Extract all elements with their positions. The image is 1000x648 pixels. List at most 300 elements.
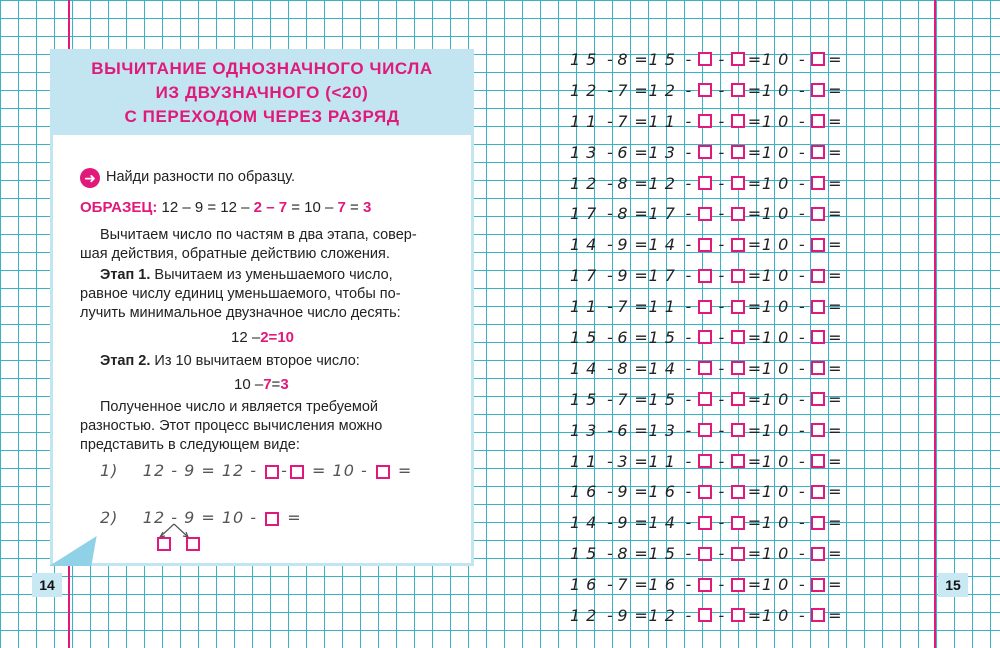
exercise-operator: -	[606, 80, 613, 100]
exercise-operator: -	[718, 173, 725, 193]
exercise-number: 14	[648, 513, 681, 533]
exercise-number: 7	[617, 80, 634, 100]
answer-box[interactable]	[698, 361, 712, 375]
exercise-number: 13	[570, 142, 603, 162]
exercise-row	[570, 137, 842, 168]
exercise-operator: -	[685, 142, 692, 162]
exercise-operator: =	[634, 266, 648, 286]
exercise-operator: -	[718, 235, 725, 255]
exercise-number: 10	[761, 49, 795, 69]
hw-2-number: 2)	[100, 508, 119, 527]
exercise-operator: =	[634, 297, 648, 317]
answer-box[interactable]	[811, 392, 825, 406]
exercise-operator: -	[685, 80, 692, 100]
exercise-operator: -	[606, 575, 613, 595]
exercise-operator: -	[798, 544, 805, 564]
paragraph-3-line-1: Полученное число и является требуемой	[100, 399, 379, 415]
answer-box[interactable]	[698, 454, 712, 468]
exercise-operator: =	[747, 420, 762, 440]
exercise-number: 15	[648, 544, 681, 564]
formula-2-part-2: 7	[263, 376, 272, 393]
exercise-number: 10	[761, 389, 795, 409]
exercise-number: 8	[617, 204, 634, 224]
exercise-number: 11	[570, 297, 603, 317]
stage-2-line-1	[100, 352, 360, 371]
exercise-number: 10	[761, 111, 795, 131]
example-part-6: 7	[337, 199, 346, 216]
exercise-number: 14	[648, 235, 681, 255]
exercise-operator: =	[634, 235, 648, 255]
exercise-number: 11	[570, 111, 603, 131]
hw-1-text: 12 - 9 = 12 -	[142, 461, 258, 480]
exercise-row	[570, 322, 842, 353]
paragraph-1-line-1: Вычитаем число по частям в два этапа, совер-	[100, 227, 417, 243]
exercise-operator: =	[634, 575, 648, 595]
answer-box[interactable]	[698, 423, 712, 437]
exercise-operator: -	[685, 297, 692, 317]
instruction-text: Найди разности по образцу.	[106, 169, 295, 185]
page-number-left: 14	[32, 573, 62, 597]
handwritten-line-2	[100, 508, 302, 527]
exercise-operator: -	[798, 80, 805, 100]
exercise-row	[570, 75, 842, 106]
exercise-operator: -	[685, 451, 692, 471]
example-part-4: 7	[278, 199, 288, 216]
exercise-operator: =	[828, 142, 842, 162]
exercise-operator: =	[747, 482, 762, 502]
exercise-number: 17	[570, 204, 603, 224]
exercise-operator: -	[685, 266, 692, 286]
exercise-operator: =	[747, 327, 762, 347]
exercise-operator: =	[747, 142, 762, 162]
exercise-number: 15	[570, 49, 603, 69]
exercise-operator: -	[798, 297, 805, 317]
stage-1-text: Вычитаем из уменьшаемого число,	[150, 267, 393, 283]
exercise-number: 13	[570, 420, 603, 440]
exercise-number: 10	[761, 297, 795, 317]
answer-box[interactable]	[731, 608, 745, 622]
exercise-operator: -	[718, 80, 725, 100]
exercise-number: 8	[617, 173, 634, 193]
answer-box[interactable]	[731, 578, 745, 592]
page-number-right: 15	[938, 573, 968, 597]
exercise-operator: =	[747, 575, 762, 595]
answer-box[interactable]	[186, 537, 200, 551]
answer-box[interactable]	[731, 454, 745, 468]
exercise-operator: -	[606, 451, 613, 471]
exercise-number: 10	[761, 358, 795, 378]
answer-box[interactable]	[731, 83, 745, 97]
exercise-number: 15	[570, 389, 603, 409]
exercise-number: 10	[761, 420, 795, 440]
answer-box[interactable]	[698, 392, 712, 406]
exercise-operator: =	[828, 420, 842, 440]
page-corner-curl	[49, 536, 96, 566]
exercise-number: 17	[570, 266, 603, 286]
exercise-operator: =	[747, 49, 762, 69]
paragraph-3-line-2: разностью. Этот процесс вычисления можно	[80, 418, 383, 434]
answer-box[interactable]	[698, 608, 712, 622]
stage-1-label: Этап 1.	[100, 267, 151, 283]
hw-2-text: 12 - 9 = 10 -	[142, 508, 258, 527]
exercise-number: 16	[570, 575, 603, 595]
exercise-operator: =	[747, 297, 762, 317]
exercise-operator: -	[798, 235, 805, 255]
exercise-operator: =	[828, 513, 842, 533]
exercise-operator: =	[828, 204, 842, 224]
exercise-row	[570, 198, 842, 229]
exercise-number: 12	[648, 80, 681, 100]
exercise-operator: -	[718, 204, 725, 224]
answer-box[interactable]	[811, 454, 825, 468]
exercise-number: 17	[648, 204, 681, 224]
exercise-operator: =	[634, 49, 648, 69]
answer-box[interactable]	[698, 176, 712, 190]
exercise-operator: -	[798, 420, 805, 440]
lesson-title	[50, 49, 474, 135]
example-line	[80, 198, 371, 217]
answer-box[interactable]	[698, 114, 712, 128]
exercise-operator: -	[606, 111, 613, 131]
answer-box[interactable]	[811, 269, 825, 283]
stage-1-line-3: лучить минимальное двузначное число десять:	[80, 305, 401, 321]
exercise-row	[570, 353, 842, 384]
exercise-operator: =	[634, 389, 648, 409]
exercise-number: 10	[761, 513, 795, 533]
exercise-operator: -	[798, 266, 805, 286]
answer-box[interactable]	[811, 485, 825, 499]
answer-box[interactable]	[731, 300, 745, 314]
answer-box[interactable]	[698, 300, 712, 314]
example-part-1: 12 – 9 = 12 –	[161, 199, 250, 216]
exercise-number: 7	[617, 575, 634, 595]
exercise-operator: -	[685, 420, 692, 440]
answer-box[interactable]	[731, 516, 745, 530]
answer-box[interactable]	[811, 207, 825, 221]
exercise-number: 10	[761, 451, 795, 471]
exercise-number: 10	[761, 544, 795, 564]
exercise-operator: =	[634, 513, 648, 533]
answer-box[interactable]	[731, 114, 745, 128]
answer-box[interactable]	[157, 537, 171, 551]
stage-1-line-1	[100, 266, 393, 285]
exercise-operator: -	[798, 605, 805, 625]
answer-box[interactable]	[811, 330, 825, 344]
answer-box[interactable]	[731, 269, 745, 283]
margin-line-right	[934, 0, 936, 648]
exercise-operator: -	[685, 358, 692, 378]
answer-box[interactable]	[698, 207, 712, 221]
answer-box[interactable]	[376, 465, 390, 479]
exercise-number: 10	[761, 605, 795, 625]
answer-box[interactable]	[811, 83, 825, 97]
exercise-number: 11	[570, 451, 603, 471]
exercise-operator: -	[606, 420, 613, 440]
exercise-operator: -	[606, 544, 613, 564]
stage-2-label: Этап 2.	[100, 353, 151, 369]
exercise-operator: =	[828, 173, 842, 193]
answer-box[interactable]	[731, 330, 745, 344]
answer-box[interactable]	[698, 52, 712, 66]
answer-box[interactable]	[731, 392, 745, 406]
exercise-operator: -	[685, 389, 692, 409]
answer-box[interactable]	[698, 516, 712, 530]
answer-box[interactable]	[698, 578, 712, 592]
example-part-5: = 10 –	[291, 199, 334, 216]
answer-box[interactable]	[731, 52, 745, 66]
exercise-row	[570, 600, 842, 631]
exercise-operator: =	[634, 111, 648, 131]
formula-2-part-3: =	[271, 376, 281, 393]
stage-2-formula	[234, 375, 289, 394]
exercise-operator: -	[606, 49, 613, 69]
exercise-operator: =	[747, 235, 762, 255]
exercise-number: 15	[570, 327, 603, 347]
exercise-operator: -	[685, 173, 692, 193]
handwritten-line-1: 1) 12 - 9 = 12 - - = 10 - =	[100, 461, 413, 480]
exercise-operator: =	[828, 111, 842, 131]
paragraph-3-line-3: представить в следующем виде:	[80, 437, 300, 453]
exercise-operator: -	[606, 173, 613, 193]
paragraph-1-line-2: шая действия, обратные действию сложения.	[80, 246, 390, 262]
answer-box[interactable]	[811, 52, 825, 66]
exercise-number: 11	[648, 451, 681, 471]
exercise-operator: =	[634, 420, 648, 440]
hw-2-end: =	[287, 508, 302, 527]
formula-2-part-4: 3	[280, 376, 289, 393]
exercise-operator: =	[828, 389, 842, 409]
answer-box[interactable]	[811, 547, 825, 561]
exercise-operator: =	[828, 49, 842, 69]
exercise-operator: -	[606, 358, 613, 378]
exercise-number: 12	[570, 173, 603, 193]
answer-box[interactable]	[811, 361, 825, 375]
answer-box[interactable]	[698, 145, 712, 159]
answer-box[interactable]	[811, 238, 825, 252]
title-line-3: С ПЕРЕХОДОМ ЧЕРЕЗ РАЗРЯД	[124, 107, 400, 126]
exercise-operator: -	[718, 142, 725, 162]
exercise-operator: -	[606, 297, 613, 317]
title-line-2: ИЗ ДВУЗНАЧНОГО (<20)	[155, 83, 369, 102]
example-label: ОБРАЗЕЦ:	[80, 199, 158, 216]
answer-box[interactable]	[698, 269, 712, 283]
answer-box[interactable]	[811, 516, 825, 530]
exercise-row	[570, 476, 842, 507]
formula-2-part-1: 10 –	[234, 376, 264, 393]
exercise-number: 10	[761, 235, 795, 255]
exercise-number: 3	[617, 451, 634, 471]
answer-box[interactable]	[811, 608, 825, 622]
exercise-number: 9	[617, 513, 634, 533]
exercise-operator: =	[747, 111, 762, 131]
exercise-operator: -	[798, 327, 805, 347]
answer-box[interactable]	[731, 176, 745, 190]
exercise-operator: -	[718, 111, 725, 131]
exercise-number: 15	[648, 327, 681, 347]
answer-box[interactable]	[811, 114, 825, 128]
formula-1-part-1: 12 –	[231, 329, 261, 346]
exercise-operator: -	[718, 358, 725, 378]
hw-1-equals: =	[312, 461, 327, 480]
stage-1-line-2: равное числу единиц уменьшаемого, чтобы по-	[80, 286, 401, 302]
exercise-operator: =	[747, 451, 762, 471]
exercise-operator: -	[718, 575, 725, 595]
answer-box[interactable]	[731, 547, 745, 561]
exercise-number: 8	[617, 49, 634, 69]
exercise-operator: =	[828, 451, 842, 471]
answer-box[interactable]	[290, 465, 304, 479]
exercise-number: 13	[648, 420, 681, 440]
answer-box[interactable]	[811, 145, 825, 159]
stage-2-text: Из 10 вычитаем второе число:	[150, 353, 360, 369]
exercise-operator: =	[747, 513, 762, 533]
exercise-operator: -	[798, 451, 805, 471]
exercise-row	[570, 229, 842, 260]
exercise-operator: -	[798, 575, 805, 595]
answer-box[interactable]	[811, 176, 825, 190]
exercise-operator: -	[606, 204, 613, 224]
exercise-operator: -	[606, 142, 613, 162]
exercise-operator: -	[718, 420, 725, 440]
exercise-operator: =	[828, 235, 842, 255]
exercise-operator: -	[798, 482, 805, 502]
exercise-number: 11	[648, 111, 681, 131]
exercise-number: 7	[617, 389, 634, 409]
exercise-operator: -	[606, 513, 613, 533]
hw-1-end: =	[397, 461, 413, 480]
exercise-operator: =	[634, 605, 648, 625]
exercise-number: 10	[761, 204, 795, 224]
exercise-row	[570, 168, 842, 199]
exercise-operator: -	[718, 513, 725, 533]
exercise-operator: -	[798, 49, 805, 69]
exercise-number: 14	[570, 358, 603, 378]
answer-box[interactable]	[265, 465, 279, 479]
exercise-operator: -	[798, 173, 805, 193]
exercise-number: 10	[761, 173, 795, 193]
exercise-operator: =	[634, 451, 648, 471]
exercise-number: 13	[648, 142, 681, 162]
exercise-operator: -	[718, 266, 725, 286]
exercise-number: 14	[570, 513, 603, 533]
answer-box[interactable]	[811, 423, 825, 437]
exercise-operator: -	[685, 49, 692, 69]
exercise-operator: =	[634, 80, 648, 100]
exercise-number: 15	[648, 389, 681, 409]
exercise-operator: -	[798, 358, 805, 378]
exercise-row	[570, 260, 842, 291]
exercise-operator: =	[634, 173, 648, 193]
exercise-number: 10	[761, 80, 795, 100]
exercise-operator: -	[798, 142, 805, 162]
exercise-operator: -	[798, 513, 805, 533]
exercise-number: 14	[648, 358, 681, 378]
exercise-operator: =	[634, 142, 648, 162]
exercise-operator: =	[634, 204, 648, 224]
exercise-operator: =	[828, 482, 842, 502]
exercise-row	[570, 44, 842, 75]
exercise-operator: =	[828, 266, 842, 286]
answer-box[interactable]	[811, 578, 825, 592]
exercise-operator: -	[718, 327, 725, 347]
exercise-list	[570, 44, 842, 631]
exercise-number: 12	[648, 173, 681, 193]
exercise-number: 8	[617, 358, 634, 378]
answer-box[interactable]	[731, 485, 745, 499]
exercise-number: 10	[761, 327, 795, 347]
answer-box[interactable]	[698, 485, 712, 499]
exercise-operator: -	[685, 204, 692, 224]
answer-box[interactable]	[731, 207, 745, 221]
hw-1-tail: 10 -	[332, 461, 368, 480]
answer-box[interactable]	[731, 238, 745, 252]
exercise-operator: -	[685, 513, 692, 533]
exercise-number: 10	[761, 142, 795, 162]
exercise-number: 16	[570, 482, 603, 502]
exercise-operator: -	[798, 111, 805, 131]
exercise-operator: -	[718, 389, 725, 409]
answer-box[interactable]	[731, 423, 745, 437]
exercise-operator: =	[634, 327, 648, 347]
answer-box[interactable]	[698, 238, 712, 252]
exercise-operator: =	[747, 80, 762, 100]
exercise-operator: -	[606, 389, 613, 409]
exercise-operator: =	[828, 544, 842, 564]
example-part-3: –	[266, 199, 275, 216]
formula-1-part-4: 10	[277, 329, 294, 346]
answer-box[interactable]	[265, 512, 279, 526]
answer-box[interactable]	[698, 83, 712, 97]
exercise-operator: -	[685, 235, 692, 255]
answer-box[interactable]	[698, 330, 712, 344]
exercise-operator: =	[747, 204, 762, 224]
exercise-operator: -	[685, 327, 692, 347]
exercise-operator: -	[718, 297, 725, 317]
exercise-operator: =	[828, 575, 842, 595]
arrow-right-icon: ➜	[80, 168, 100, 188]
exercise-operator: -	[606, 266, 613, 286]
hw-1-number: 1)	[100, 461, 119, 480]
exercise-operator: =	[828, 358, 842, 378]
exercise-operator: =	[828, 297, 842, 317]
exercise-operator: -	[606, 235, 613, 255]
exercise-operator: =	[747, 358, 762, 378]
exercise-number: 6	[617, 142, 634, 162]
exercise-operator: -	[718, 451, 725, 471]
exercise-number: 7	[617, 111, 634, 131]
example-part-7: =	[350, 199, 359, 216]
exercise-row	[570, 538, 842, 569]
exercise-number: 9	[617, 266, 634, 286]
exercise-number: 12	[648, 605, 681, 625]
example-part-8: 3	[362, 199, 372, 216]
answer-box[interactable]	[731, 361, 745, 375]
answer-box[interactable]	[811, 300, 825, 314]
answer-box[interactable]	[698, 547, 712, 561]
exercise-row	[570, 507, 842, 538]
exercise-operator: -	[798, 389, 805, 409]
exercise-row	[570, 291, 842, 322]
exercise-number: 10	[761, 266, 795, 286]
exercise-operator: -	[685, 605, 692, 625]
exercise-number: 16	[648, 482, 681, 502]
exercise-number: 6	[617, 327, 634, 347]
exercise-number: 16	[648, 575, 681, 595]
exercise-operator: =	[828, 80, 842, 100]
answer-box[interactable]	[731, 145, 745, 159]
exercise-operator: -	[685, 544, 692, 564]
exercise-number: 17	[648, 266, 681, 286]
